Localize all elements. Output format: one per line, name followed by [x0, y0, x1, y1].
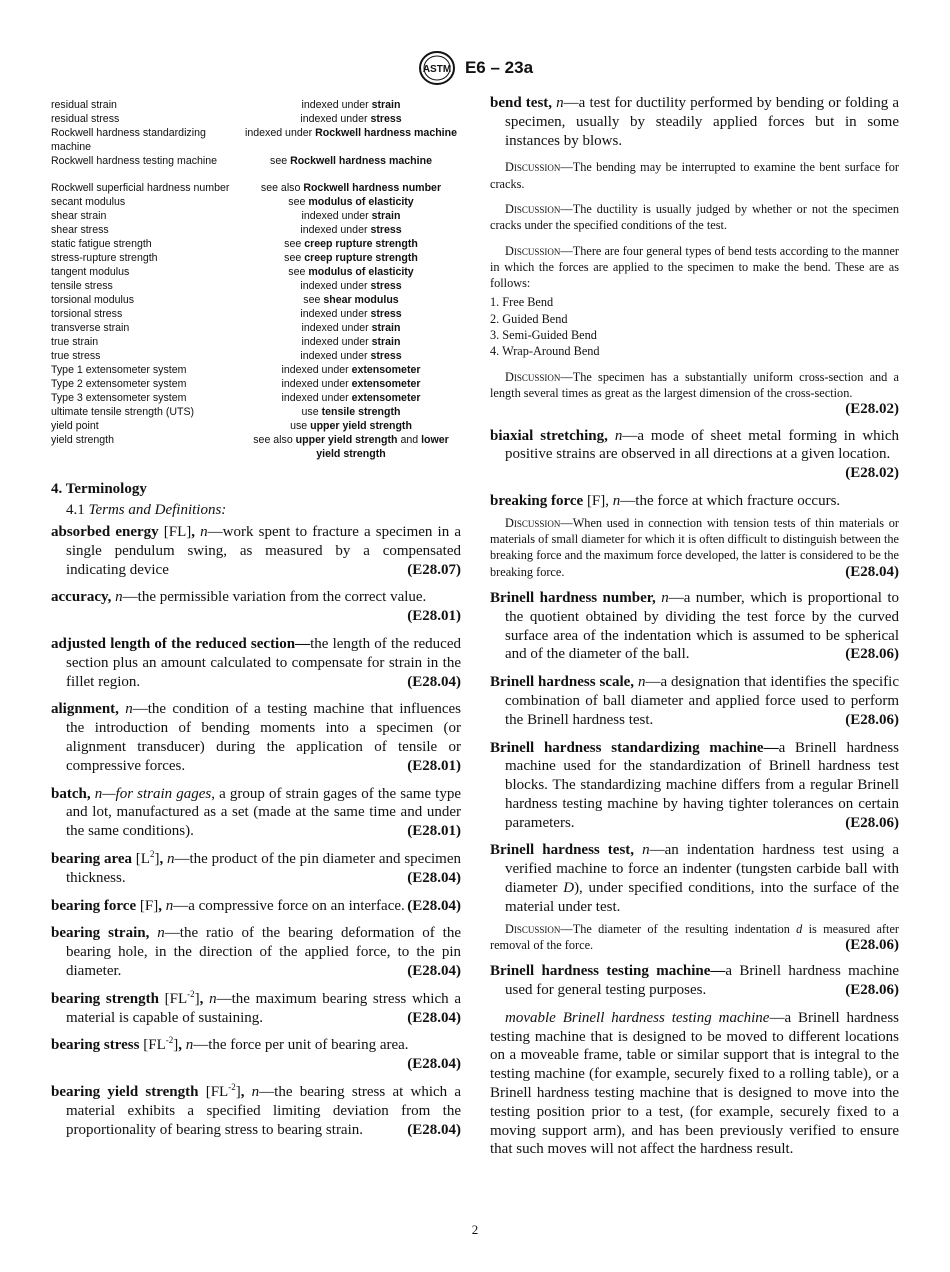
- index-term: Rockwell hardness testing machine: [51, 155, 218, 167]
- index-term: Type 3 extensometer system: [51, 392, 187, 404]
- index-reference: indexed under stress: [300, 280, 402, 292]
- committee-code: (E28.06): [845, 711, 899, 728]
- index-row: [51, 307, 461, 321]
- definition-entry: bearing yield strength $[FL^{-2}]$, n—the bearing stress at which a material exhibits a specified limiting deviation from the proportionality of bearing stress to bearing strain. (E28.04): [51, 1081, 462, 1138]
- definition-entry: bearing force [F], n—a compressive force on an interface. (E28.04): [51, 897, 461, 914]
- index-reference: see also upper yield strength and lower yield strength: [253, 434, 449, 460]
- committee-code: (E28.04): [407, 1121, 461, 1138]
- entry-brinell-hardness-number: Brinell hardness number, n—a number, which is proportional to the quotient obtained by dividing the test force by the curved surface area of the indentation which is assumed to be spherical and of the diameter of the ball. (E28.06): [490, 589, 899, 663]
- index-reference: indexed under stress: [300, 350, 402, 362]
- definition-list: [51, 523, 461, 1139]
- definition-entry: batch, n—for strain gages, a group of strain gages of the same type and lot, manufactured as a set (made at the same time and under the same conditions). (E28.01): [51, 785, 462, 840]
- index-reference: indexed under extensometer: [281, 392, 421, 404]
- index-term: residual stress: [51, 113, 120, 125]
- index-row: [51, 405, 461, 419]
- index-term: secant modulus: [51, 196, 126, 208]
- discussion: Discussion—The specimen has a substantially uniform cross-section and a length several times as great as the largest dimension of the cross-section. (E28.02): [490, 369, 899, 418]
- committee-code: (E28.01): [407, 757, 461, 774]
- index-reference: see shear modulus: [303, 294, 399, 306]
- index-row: [51, 321, 461, 335]
- index-row: [51, 237, 461, 251]
- index-row: [51, 181, 461, 195]
- index-term: torsional modulus: [51, 294, 135, 306]
- index-row: [51, 209, 461, 223]
- index-reference: see also Rockwell hardness number: [260, 182, 442, 194]
- index-term: Rockwell hardness standardizing machine: [51, 127, 206, 153]
- committee-code: (E28.02): [845, 401, 899, 418]
- index-reference: indexed under stress: [300, 308, 402, 320]
- index-term: ultimate tensile strength (UTS): [51, 406, 195, 418]
- index-row: [51, 335, 461, 349]
- index-term: Rockwell superficial hardness number: [51, 182, 230, 194]
- index-term: shear stress: [51, 224, 109, 236]
- index-term: tangent modulus: [51, 266, 130, 278]
- index-term: torsional stress: [51, 308, 123, 320]
- page-number: 2: [471, 1222, 479, 1237]
- index-row: [51, 363, 461, 377]
- index-row: [51, 112, 461, 126]
- committee-code: (E28.06): [845, 814, 899, 831]
- index-reference: indexed under strain: [301, 99, 401, 111]
- committee-code: (E28.04): [407, 897, 461, 914]
- entry-brinell-hardness-test: Brinell hardness test, n—an indentation hardness test using a verified machine to force an indenter (tungsten carbide ball with diameter D), under specified conditions, into the surface of the material under test.: [490, 842, 899, 915]
- discussion: Discussion—The ductility is usually judged by whether or not the specimen cracks under the specified conditions of the test.: [490, 201, 899, 233]
- index-row: [51, 154, 461, 168]
- right-column: [490, 94, 899, 1159]
- index-row: [51, 223, 461, 237]
- list-item: 1. Free Bend: [490, 295, 554, 310]
- index-reference: see creep rupture strength: [284, 252, 418, 264]
- index-row: [51, 349, 461, 363]
- definition-entry: bearing strain, n—the ratio of the bearing deformation of the bearing hole, in the direction of the applied force, to the pin diameter. (E28.04): [51, 925, 461, 979]
- index-reference: use upper yield strength: [290, 420, 412, 432]
- index-term: Type 1 extensometer system: [51, 364, 187, 376]
- index-row: [51, 195, 461, 209]
- entry-bend-test: bend test, n—a test for ductility performed by bending or folding a specimen, usually by steadily applied forces but in some instances by blows.: [490, 95, 900, 149]
- index-table: [51, 98, 461, 461]
- index-term: true stress: [51, 350, 101, 362]
- index-reference: indexed under extensometer: [281, 378, 421, 390]
- index-row: [51, 377, 461, 391]
- discussion: Discussion—The bending may be interrupted to examine the bent surface for cracks.: [490, 160, 899, 191]
- list-item: 3. Semi-Guided Bend: [490, 328, 597, 343]
- index-row: [51, 251, 461, 265]
- entry-brinell-hardness-scale: Brinell hardness scale, n—a designation that identifies the specific combination of ball diameter and applied force used to perform the Brinell hardness test. (E28.06): [490, 674, 900, 728]
- committee-code: (E28.04): [407, 869, 461, 886]
- index-term: shear strain: [51, 210, 107, 222]
- committee-code: (E28.04): [407, 1009, 461, 1026]
- entry-brinell-standardizing-machine: Brinell hardness standardizing machine—a Brinell hardness machine used for the standardization of Brinell hardness test blocks. The standardizing machine differs from a regular Brinell hardness testing machine by having tighter tolerances on certain parameters. (E28.06): [490, 739, 899, 831]
- definition-entry: bearing stress $[FL^{-2}]$, n—the force per unit of bearing area. (E28.04): [51, 1035, 461, 1073]
- index-term: transverse strain: [51, 322, 130, 334]
- definition-entry: bearing strength $[FL^{-2}]$, n—the maximum bearing stress which a material is capable of sustaining. (E28.04): [51, 988, 462, 1026]
- entry-biaxial-stretching: biaxial stretching, n—a mode of sheet metal forming in which positive strains are observed in all directions at a given location. (E28.02): [490, 427, 899, 482]
- index-row: [51, 433, 461, 461]
- index-reference: see creep rupture strength: [284, 238, 418, 250]
- index-reference: indexed under stress: [300, 224, 402, 236]
- committee-code: (E28.02): [845, 465, 899, 482]
- entry-brinell-testing-machine: Brinell hardness testing machine—a Brinell hardness machine used for general testing purposes. (E28.06): [490, 963, 899, 999]
- index-reference: indexed under strain: [301, 336, 401, 348]
- index-reference: indexed under extensometer: [281, 364, 421, 376]
- definition-entry: absorbed energy [FL], n—work spent to fracture a specimen in a single pendulum swing, as measured by a compensated indicating device (E28.07): [51, 524, 462, 578]
- astm-logo-icon: [417, 50, 457, 86]
- index-row: [51, 293, 461, 307]
- list-item: 4. Wrap-Around Bend: [490, 344, 600, 359]
- index-reference: see modulus of elasticity: [288, 196, 414, 208]
- committee-code: (E28.06): [845, 646, 899, 663]
- committee-code: (E28.04): [407, 1056, 461, 1073]
- list-item: 2. Guided Bend: [490, 311, 568, 326]
- bend-type-list: [490, 294, 899, 359]
- subsection-title: 4.1 Terms and Definitions:: [66, 502, 227, 518]
- definition-entry: alignment, n—the condition of a testing machine that influences the introduction of bending moments into a specimen (or alignment transducer) during the application of tensile or compressive forces. (E28.01): [51, 701, 461, 774]
- committee-code: (E28.06): [845, 936, 899, 953]
- committee-code: (E28.06): [845, 982, 899, 999]
- discussion: Discussion—The diameter of the resulting indentation d is measured after removal of the force. (E28.06): [490, 921, 899, 953]
- discussion: Discussion—When used in connection with tension tests of thin materials or materials of small diameter for which it is often difficult to distinguish between the breaking force and the maximum force developed, the latter is considered to be the breaking force. (E28.04): [490, 515, 899, 580]
- entry-movable-brinell-machine: movable Brinell hardness testing machine—a Brinell hardness testing machine that is designed to be moved to different locations on a moveable frame, table or similar support that is integral to the testing machine (for example, securely fixed to a rolling table), or a Brinell hardness testing machine that is designed to move into the testing position prior to a test, (for example, securely fixed to a moving support arm), and has been previously verified to ensure that such moves will not affect the hardness result.: [490, 1009, 900, 1158]
- index-row: [51, 279, 461, 293]
- definition-entry: adjusted length of the reduced section—the length of the reduced section plus an amount calculated to compensate for strain in the fillet region. (E28.04): [51, 635, 461, 690]
- index-term: stress-rupture strength: [51, 252, 158, 264]
- index-reference: use tensile strength: [301, 406, 401, 418]
- definition-entry: accuracy, n—the permissible variation from the correct value. (E28.01): [51, 589, 461, 625]
- index-term: Type 2 extensometer system: [51, 378, 187, 390]
- index-reference: indexed under Rockwell hardness machine: [245, 127, 457, 139]
- entry-breaking-force: breaking force [F], n—the force at which fracture occurs.: [490, 492, 841, 509]
- committee-code: (E28.04): [407, 673, 461, 690]
- index-term: yield point: [51, 420, 99, 432]
- section-heading: 4. Terminology: [51, 481, 147, 497]
- index-row: [51, 419, 461, 433]
- index-row: [51, 391, 461, 405]
- index-reference: indexed under strain: [301, 322, 401, 334]
- svg-text:ASTM: ASTM: [422, 64, 452, 75]
- index-reference: see Rockwell hardness machine: [270, 155, 432, 167]
- committee-code: (E28.07): [407, 561, 461, 578]
- index-row: [51, 126, 461, 154]
- index-row: [51, 265, 461, 279]
- index-reference: indexed under strain: [301, 210, 401, 222]
- index-row: [51, 98, 461, 112]
- left-column: [51, 98, 461, 1148]
- committee-code: (E28.01): [407, 823, 461, 840]
- definition-entry: bearing area $[L^2]$, n—the product of the pin diameter and specimen thickness. (E28.04): [51, 848, 461, 886]
- index-reference: see modulus of elasticity: [288, 266, 414, 278]
- document-code: E6 – 23a: [464, 58, 534, 77]
- index-term: residual strain: [51, 99, 117, 111]
- discussion: Discussion—There are four general types of bend tests according to the manner in which the forces are applied to the specimen to make the bend. These are as follows:: [490, 243, 899, 291]
- committee-code: (E28.01): [407, 608, 461, 625]
- index-reference: indexed under stress: [300, 113, 402, 125]
- index-term: true strain: [51, 336, 99, 348]
- index-term: tensile stress: [51, 280, 113, 292]
- index-term: yield strength: [51, 434, 115, 446]
- committee-code: (E28.04): [407, 962, 461, 979]
- page-header: [0, 50, 950, 86]
- committee-code: (E28.04): [845, 563, 899, 580]
- index-term: static fatigue strength: [51, 238, 152, 250]
